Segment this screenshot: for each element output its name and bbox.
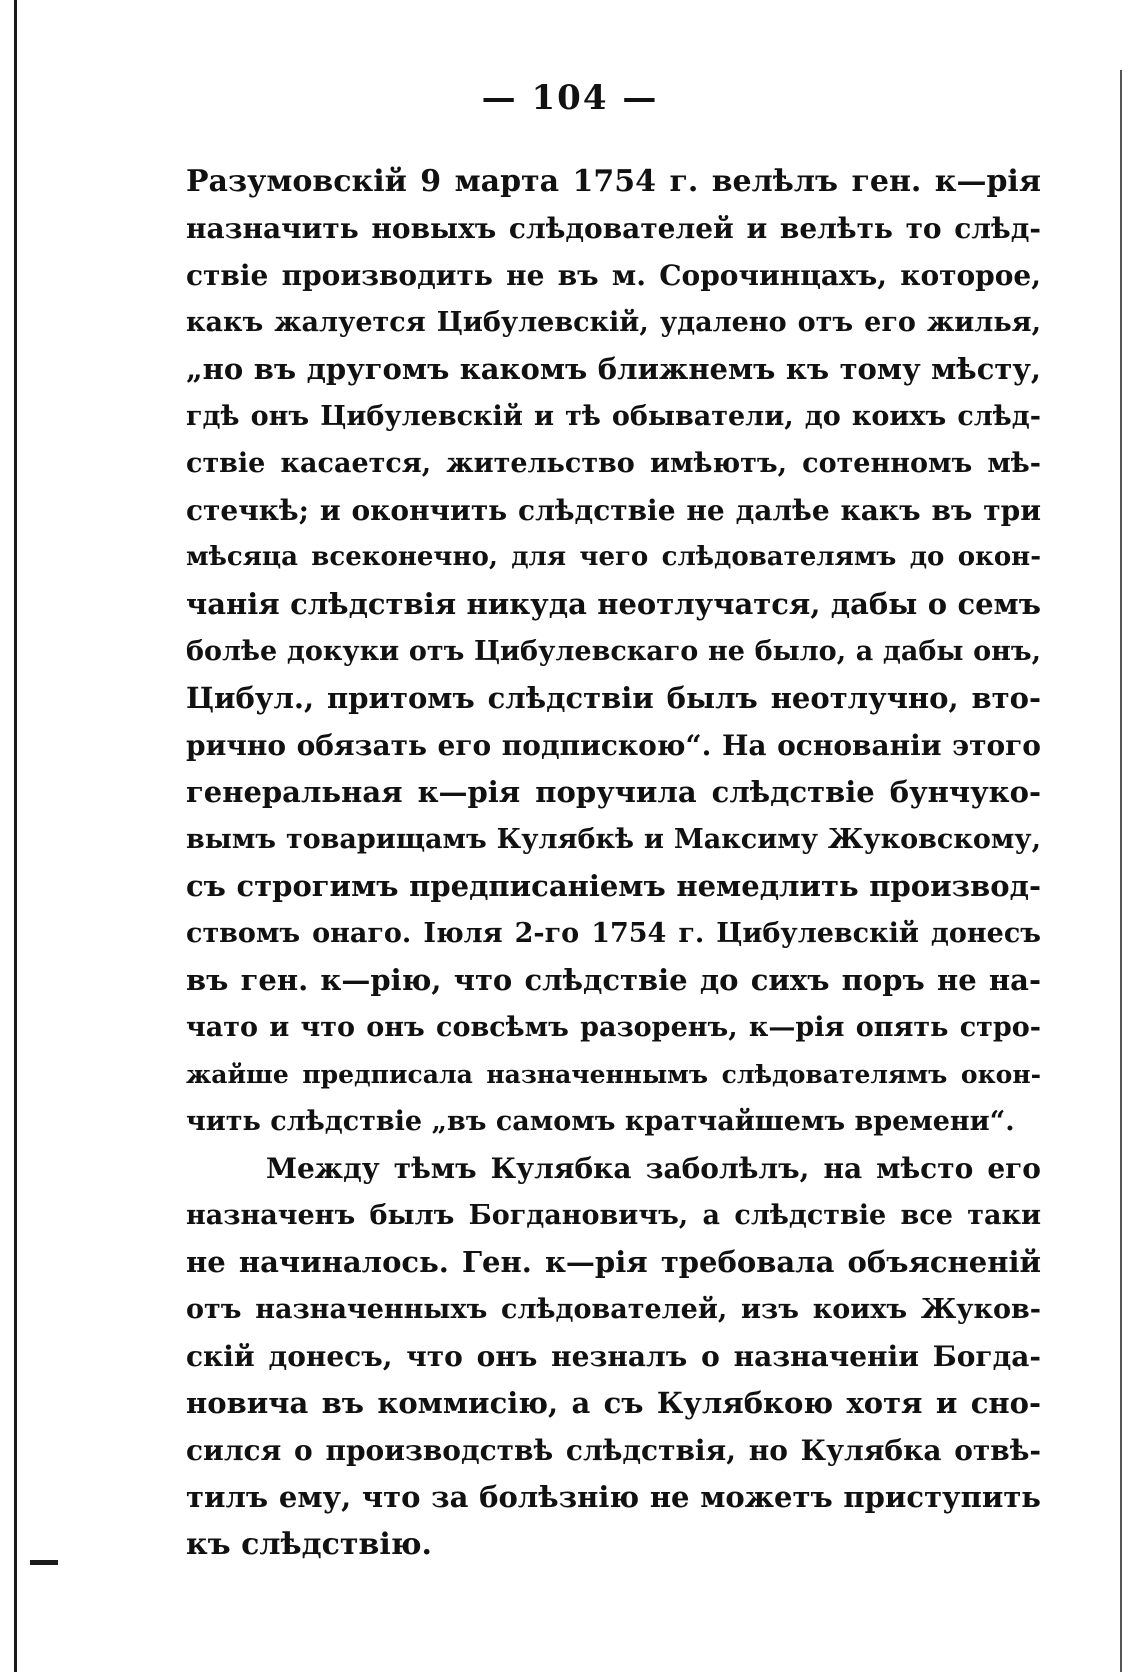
text-line: ствіе производить не въ м. Сорочинцахъ, которое, bbox=[186, 259, 1041, 292]
text-line: ствіе касается, жительство имѣютъ, сотенномъ мѣ- bbox=[186, 448, 1041, 479]
text-line: въ ген. к—рію, что слѣдствіе до сихъ поръ не на- bbox=[186, 963, 1041, 997]
text-line: вымъ товарищамъ Кулябкѣ и Максиму Жуковскому, bbox=[186, 824, 1041, 855]
body-text bbox=[186, 158, 1041, 1568]
text-line: чанія слѣдствія никуда неотлучатся, дабы о семъ bbox=[186, 587, 1041, 621]
text-line: мѣсяца всеконечно, для чего слѣдователямъ до окон- bbox=[186, 542, 1041, 572]
text-line: болѣе докуки отъ Цибулевскаго не было, а дабы онъ, bbox=[186, 636, 1041, 667]
text-line: генеральная к—рія поручила слѣдствіе бунчуко- bbox=[186, 775, 1041, 809]
margin-mark bbox=[30, 1560, 58, 1565]
text-line: стечкѣ; и окончить слѣдствіе не далѣе какъ въ три bbox=[186, 494, 1041, 527]
text-line: новича въ коммисію, а съ Кулябкою хотя и сно- bbox=[186, 1386, 1041, 1420]
text-line: тилъ ему, что за болѣзнію не можетъ приступить bbox=[186, 1480, 1041, 1514]
text-line: „но въ другомъ какомъ ближнемъ къ тому мѣсту, bbox=[186, 352, 1041, 386]
text-line: чато и что онъ совсѣмъ разоренъ, к—рія опять стро- bbox=[186, 1012, 1041, 1043]
page-right-edge bbox=[1120, 70, 1122, 1672]
text-line: къ слѣдствію. bbox=[186, 1527, 432, 1562]
text-line: съ строгимъ предписаніемъ немедлить производ- bbox=[186, 869, 1041, 903]
text-line: сился о производствѣ слѣдствія, но Кулябка отвѣ- bbox=[186, 1434, 1041, 1467]
text-line: чить слѣдствіе „въ самомъ кратчайшемъ времени“. bbox=[186, 1106, 1015, 1137]
text-line: назначенъ былъ Богдановичъ, а слѣдствіе все таки bbox=[186, 1200, 1041, 1231]
text-line: ствомъ онаго. Іюля 2-го 1754 г. Цибулевскій донесъ bbox=[186, 918, 1041, 949]
text-line: Между тѣмъ Кулябка заболѣлъ, на мѣсто его bbox=[266, 1152, 1041, 1185]
text-line: не начиналось. Ген. к—рія требовала объясненій bbox=[186, 1245, 1041, 1279]
text-line: гдѣ онъ Цибулевскій и тѣ обыватели, до коихъ слѣд- bbox=[186, 401, 1041, 432]
text-line: Разумовскій 9 марта 1754 г. велѣлъ ген. к—рія bbox=[186, 164, 1041, 199]
text-line: Цибул., притомъ слѣдствіи былъ неотлучно, вто- bbox=[186, 681, 1041, 715]
page-left-edge bbox=[14, 0, 17, 1672]
text-line: отъ назначенныхъ слѣдователей, изъ коихъ Жуков- bbox=[186, 1294, 1041, 1325]
text-line: назначить новыхъ слѣдователей и велѣть то слѣд- bbox=[186, 212, 1041, 245]
text-line: рично обязать его подпискою“. На основаніи этого bbox=[186, 729, 1041, 762]
text-line: какъ жалуется Цибулевскій, удалено отъ его жилья, bbox=[186, 307, 1041, 338]
text-line: скій донесъ, что онъ незналъ о назначеніи Богда- bbox=[186, 1340, 1041, 1373]
text-line: жайше предписала назначеннымъ слѣдователямъ окон- bbox=[186, 1060, 1041, 1089]
page-number: — 104 — bbox=[481, 78, 659, 118]
